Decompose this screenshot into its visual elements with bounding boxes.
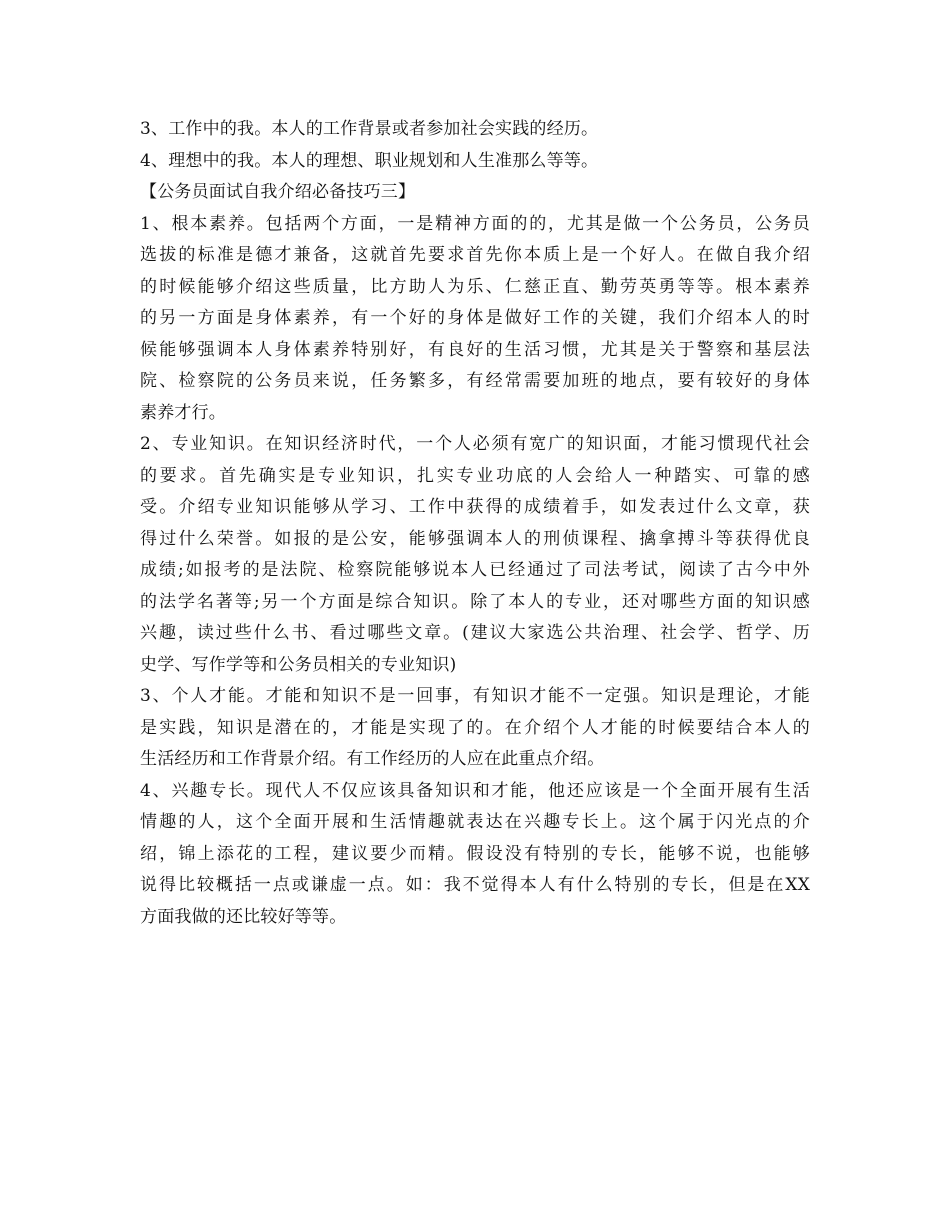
text-line: 得过什么荣誉。如报的是公安，能够强调本人的刑侦课程、擒拿搏斗等获得优良: [140, 528, 810, 549]
text-line: 史学、写作学等和公务员相关的专业知识): [140, 654, 457, 675]
text-line: 3、个人才能。才能和知识不是一回事，有知识才能不一定强。知识是理论，才能: [140, 686, 810, 706]
text-line: 选拔的标准是德才兼备，这就首先要求首先你本质上是一个好人。在做自我介绍: [140, 245, 810, 265]
text-line: 方面我做的还比较好等等。: [140, 906, 347, 927]
text-line: 情趣的人，这个全面开展和生活情趣就表达在兴趣专长上。这个属于闪光点的介: [140, 812, 810, 832]
section-heading: 【公务员面试自我介绍必备技巧三】: [140, 182, 416, 202]
text-line: 3、工作中的我。本人的工作背景或者参加社会实践的经历。: [140, 119, 599, 139]
text-line: 1、根本素养。包括两个方面，一是精神方面的的，尤其是做一个公务员，公务员: [140, 213, 810, 234]
text-line: 2、专业知识。在知识经济时代，一个人必须有宽广的知识面，才能习惯现代社会: [140, 434, 810, 454]
text-line: 的法学名著等;另一个方面是综合知识。除了本人的专业，还对哪些方面的知识感: [140, 591, 810, 612]
text-line: 成绩;如报考的是法院、检察院能够说本人已经通过了司法考试，阅读了古今中外: [140, 560, 810, 580]
text-line: 院、检察院的公务员来说，任务繁多，有经常需要加班的地点，要有较好的身体: [140, 371, 810, 391]
text-line: 说得比较概括一点或谦虚一点。如：我不觉得本人有什么特别的专长，但是在XX: [140, 875, 810, 895]
text-line: 4、兴趣专长。现代人不仅应该具备知识和才能，他还应该是一个全面开展有生活: [140, 780, 810, 801]
text-line: 的要求。首先确实是专业知识，扎实专业功底的人会给人一种踏实、可靠的感: [140, 465, 810, 486]
text-line: 生活经历和工作背景介绍。有工作经历的人应在此重点介绍。: [140, 749, 605, 769]
text-line: 是实践，知识是潜在的，才能是实现了的。在介绍个人才能的时候要结合本人的: [140, 717, 810, 738]
text-line: 素养才行。: [140, 402, 226, 423]
text-line: 的时候能够介绍这些质量，比方助人为乐、仁慈正直、勤劳英勇等等。根本素养: [140, 276, 810, 297]
document-body: [140, 114, 810, 933]
text-line: 候能够强调本人身体素养特别好，有良好的生活习惯，尤其是关于警察和基层法: [140, 339, 810, 360]
text-line: 4、理想中的我。本人的理想、职业规划和人生准那么等等。: [140, 150, 599, 171]
text-line: 的另一方面是身体素养，有一个好的身体是做好工作的关键，我们介绍本人的时: [140, 308, 810, 328]
text-line: 兴趣，读过些什么书、看过哪些文章。(建议大家选公共治理、社会学、哲学、历: [140, 623, 810, 643]
text-line: 受。介绍专业知识能够从学习、工作中获得的成绩着手，如发表过什么文章，获: [140, 497, 810, 517]
text-line: 绍，锦上添花的工程，建议要少而精。假设没有特别的专长，能够不说，也能够: [140, 843, 810, 864]
